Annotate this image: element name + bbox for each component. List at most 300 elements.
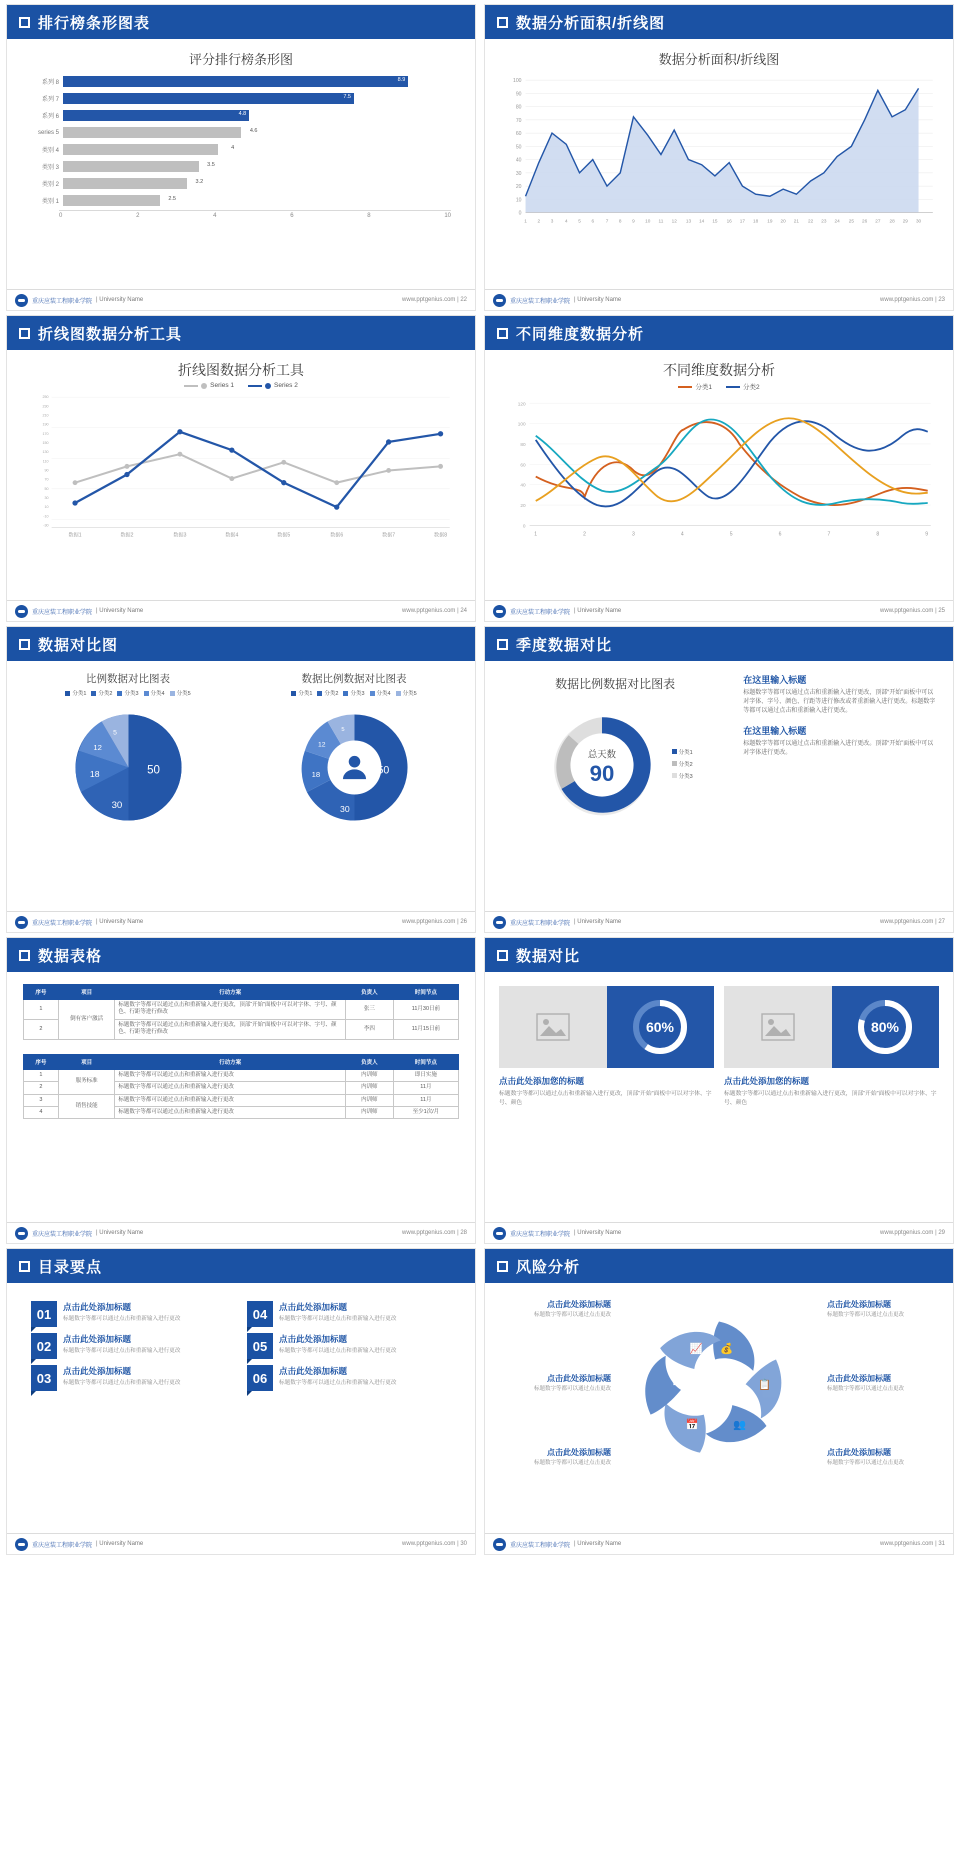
svg-text:5: 5 (340, 726, 345, 733)
svg-text:12: 12 (317, 741, 325, 749)
page-number: 24 (460, 608, 467, 614)
section-text: 标题数字等都可以通过点击和重新输入进行更改，顶部“开始”面板中可以对字体、字号、颜色、行距等进行修改或者重新输入进行更改。标题数字等都可以通过点击和重新输入进行更改。 (743, 690, 936, 714)
column-header: 行动方案 (115, 985, 346, 1000)
chart-title: 不同维度数据分析 (663, 362, 775, 378)
legend-swatch (726, 386, 740, 388)
legend-item (184, 382, 234, 389)
bar-value: 4.6 (249, 128, 258, 134)
footer-university: 重庆应装工程职业学院 (510, 298, 571, 305)
bar-value: 3.5 (207, 162, 215, 168)
footer-site: www.pptgenius.com (402, 1230, 456, 1236)
slide-header (7, 1249, 475, 1283)
page-number: 30 (460, 1541, 467, 1547)
bar-label: 系列 7 (41, 97, 59, 103)
risk-title: 点击此处添加标题 (827, 1374, 891, 1383)
cell: 标题数字等都可以通过点击和重新输入进行更改，顶部“开始”面板中可以对字体、字号、颜色、行距等进行修改 (115, 1019, 346, 1039)
svg-text:8: 8 (876, 531, 880, 538)
slide-header (7, 316, 475, 350)
svg-text:80: 80 (515, 104, 522, 111)
people-icon: 👥 (733, 1419, 747, 1431)
column-header: 项目 (58, 1054, 115, 1069)
cell: 标题数字等都可以通过点击和重新输入进行更改 (115, 1069, 346, 1081)
progress-value: 60% (646, 1019, 675, 1035)
cell: 3 (24, 1094, 59, 1106)
slide-footer: 重庆应装工程职业学院 | University Name www.pptgenius.com | 27 (485, 911, 953, 932)
svg-text:210: 210 (42, 413, 49, 418)
bar-label: 系列 6 (41, 114, 59, 120)
x-axis (59, 210, 451, 219)
svg-text:90: 90 (515, 91, 522, 98)
cell: 标题数字等都可以通过点击和重新输入进行更改，顶部“开始”面板中可以对字体、字号、颜色、行距等进行修改 (115, 1000, 346, 1020)
svg-text:10: 10 (44, 505, 49, 510)
image-placeholder (499, 986, 607, 1068)
svg-text:9: 9 (632, 218, 635, 224)
column-header: 负责人 (345, 985, 393, 1000)
svg-text:26: 26 (861, 218, 868, 224)
slide-progress-compare (484, 937, 954, 1244)
table-header-row (24, 985, 459, 1000)
slide-body (7, 972, 475, 1222)
risk-desc: 标题数字等都可以通过点击更改 (533, 1312, 611, 1318)
svg-text:30: 30 (515, 170, 522, 177)
toc-desc: 标题数字等都可以通过点击和重新输入进行更改 (279, 1348, 397, 1354)
cell: 标题数字等都可以通过点击和重新输入进行更改 (115, 1106, 346, 1118)
chart-legend (291, 689, 416, 697)
svg-text:17: 17 (739, 218, 746, 224)
logo-icon (493, 294, 506, 307)
slide-header (485, 316, 953, 350)
svg-text:50: 50 (44, 486, 49, 491)
svg-text:4: 4 (680, 531, 684, 538)
page-number: 28 (460, 1230, 467, 1236)
column-header: 行动方案 (115, 1054, 346, 1069)
legend-swatch (184, 385, 198, 387)
slide-body (485, 1283, 953, 1533)
square-icon (19, 950, 30, 961)
slide-header (7, 627, 475, 661)
footer-site: www.pptgenius.com (880, 1541, 934, 1547)
footer-site: www.pptgenius.com (880, 1230, 934, 1236)
page-number: 23 (938, 297, 945, 303)
image-placeholder (724, 986, 832, 1068)
table-row (25, 125, 451, 140)
svg-text:7: 7 (827, 531, 831, 538)
square-icon (497, 328, 508, 339)
toc-desc: 标题数字等都可以通过点击和重新输入进行更改 (63, 1348, 181, 1354)
table-row (25, 74, 451, 89)
slide-footer: 重庆应装工程职业学院 | University Name www.pptgenius.com | 28 (7, 1222, 475, 1243)
svg-text:80: 80 (520, 441, 526, 447)
square-icon (497, 17, 508, 28)
image-icon (761, 1013, 795, 1041)
risk-title: 点击此处添加标题 (547, 1300, 611, 1309)
table-row (24, 1069, 459, 1081)
legend-item (396, 689, 417, 697)
list-item[interactable] (247, 1301, 451, 1327)
svg-text:23: 23 (821, 218, 827, 224)
svg-text:22: 22 (808, 218, 814, 224)
cell: 内训师 (345, 1069, 393, 1081)
logo-icon (15, 294, 28, 307)
svg-text:6: 6 (591, 218, 595, 224)
slide-line-tool (6, 315, 476, 622)
legend-label: 分类2 (743, 384, 760, 391)
risk-desc: 标题数字等都可以通过点击更改 (827, 1312, 905, 1318)
bar-label: series 5 (37, 129, 59, 136)
table-row (25, 91, 451, 106)
toc-number: 03 (31, 1365, 57, 1391)
svg-text:110: 110 (42, 459, 49, 464)
cell: 11月30日前 (393, 1000, 458, 1020)
chart-title: 折线图数据分析工具 (178, 362, 304, 378)
svg-text:9: 9 (925, 531, 929, 538)
multi-line-chart (495, 391, 943, 544)
legend-label: 分类5 (402, 691, 417, 697)
x-tick: 10 (444, 213, 451, 219)
toc-desc: 标题数字等都可以通过点击和重新输入进行更改 (279, 1316, 397, 1322)
toc-title: 点击此处添加标题 (63, 1334, 132, 1344)
card-desc: 标题数字等都可以通过点击和重新输入进行更改，顶部“开始”面板中可以对字体、字号、颜色 (724, 1091, 937, 1106)
table-top (23, 984, 459, 1040)
x-tick: 8 (367, 213, 371, 219)
logo-icon (493, 916, 506, 929)
footer-university-en: | University Name (96, 1230, 144, 1236)
svg-text:27: 27 (875, 218, 881, 224)
list-item[interactable] (247, 1365, 451, 1391)
svg-text:230: 230 (42, 404, 49, 409)
pie-chart (61, 700, 196, 835)
chart-title: 评分排行榜条形图 (188, 52, 293, 67)
legend-label: 分类2 (324, 691, 339, 697)
slide-title: 数据表格 (38, 947, 103, 965)
slide-title: 数据对比 (516, 947, 581, 965)
svg-text:数据8: 数据8 (434, 532, 448, 539)
page-number: 26 (460, 919, 467, 925)
cell: 服务标准 (58, 1069, 115, 1094)
pie-icon: ◔ (670, 1380, 677, 1391)
slide-title: 折线图数据分析工具 (38, 325, 183, 343)
slide-footer: 重庆应装工程职业学院 | University Name www.pptgenius.com | 24 (7, 600, 475, 621)
footer-university-en: | University Name (96, 297, 144, 303)
svg-text:3: 3 (632, 531, 635, 538)
slide-pie-compare (6, 626, 476, 933)
line-chart (17, 389, 465, 542)
svg-text:14: 14 (699, 218, 705, 224)
svg-text:12: 12 (671, 218, 677, 224)
progress-ring (832, 986, 940, 1068)
page-number: 22 (460, 297, 467, 303)
bar-label: 类别 4 (41, 148, 59, 154)
risk-label (499, 1373, 611, 1394)
slide-title: 数据对比图 (38, 636, 119, 654)
svg-text:30: 30 (339, 803, 350, 814)
compare-card (724, 986, 939, 1107)
svg-text:50: 50 (146, 764, 160, 777)
compare-card (499, 986, 714, 1107)
risk-desc: 标题数字等都可以通过点击更改 (827, 1386, 905, 1392)
square-icon (497, 1261, 508, 1272)
slide-footer: 重庆应装工程职业学院 | University Name www.pptgenius.com | 26 (7, 911, 475, 932)
footer-university: 重庆应装工程职业学院 (32, 609, 93, 616)
table-row (24, 1094, 459, 1106)
risk-desc: 标题数字等都可以通过点击更改 (533, 1460, 611, 1466)
column-header: 序号 (24, 985, 59, 1000)
slide-risk-analysis (484, 1248, 954, 1555)
svg-text:20: 20 (780, 218, 786, 224)
risk-label (499, 1447, 611, 1468)
slide-area-chart (484, 4, 954, 311)
svg-text:60: 60 (520, 462, 526, 468)
column-header: 序号 (24, 1054, 59, 1069)
slide-body (7, 661, 475, 911)
chart-title: 数据分析面积/折线图 (658, 52, 780, 67)
svg-text:0: 0 (518, 210, 522, 217)
legend-swatch (248, 385, 262, 387)
risk-desc: 标题数字等都可以通过点击更改 (533, 1386, 611, 1392)
toc-number: 04 (247, 1301, 273, 1327)
svg-text:70: 70 (515, 117, 522, 124)
footer-university-en: | University Name (96, 919, 144, 925)
slide-body (485, 350, 953, 600)
section-heading: 在这里输入标题 (743, 675, 807, 685)
svg-text:数据3: 数据3 (173, 532, 187, 539)
document-icon: 📋 (758, 1380, 772, 1391)
legend-item (291, 689, 312, 697)
slide-title: 目录要点 (38, 1258, 103, 1276)
footer-university: 重庆应装工程职业学院 (32, 298, 93, 305)
svg-text:3: 3 (550, 218, 554, 224)
slide-footer: 重庆应装工程职业学院 | University Name www.pptgenius.com | 29 (485, 1222, 953, 1243)
svg-text:10: 10 (645, 218, 651, 224)
toc-number: 06 (247, 1365, 273, 1391)
footer-site: www.pptgenius.com (402, 919, 456, 925)
logo-icon (15, 605, 28, 618)
pie-panel (17, 665, 239, 911)
legend-item (91, 689, 112, 697)
slide-body (7, 1283, 475, 1533)
risk-title: 点击此处添加标题 (547, 1448, 611, 1457)
chart-legend (17, 382, 465, 389)
slide-body (7, 39, 475, 289)
section-heading: 在这里输入标题 (743, 726, 807, 736)
legend-dot (265, 383, 271, 389)
footer-university: 重庆应装工程职业学院 (510, 1542, 571, 1549)
svg-text:-30: -30 (43, 523, 49, 528)
chart-legend (65, 689, 190, 697)
svg-text:-10: -10 (43, 514, 49, 519)
cell: 1 (24, 1069, 59, 1081)
svg-text:4: 4 (564, 218, 568, 224)
slide-header (485, 5, 953, 39)
legend-label: 分类2 (678, 761, 693, 768)
bar-label: 类别 2 (41, 182, 59, 188)
calendar-icon: 📅 (685, 1419, 699, 1431)
image-icon (536, 1013, 570, 1041)
footer-university: 重庆应装工程职业学院 (32, 1542, 93, 1549)
progress-ring (607, 986, 715, 1068)
table-row (25, 142, 451, 157)
svg-text:数据4: 数据4 (225, 532, 239, 539)
toc-title: 点击此处添加标题 (63, 1302, 132, 1312)
slide-header (485, 938, 953, 972)
cell: 内训师 (345, 1082, 393, 1094)
legend-swatch (678, 386, 692, 388)
svg-text:数据5: 数据5 (277, 532, 291, 539)
svg-text:7: 7 (605, 218, 609, 224)
risk-label (499, 1299, 611, 1320)
svg-text:5: 5 (578, 218, 581, 224)
footer-university-en: | University Name (574, 919, 622, 925)
cell: 4 (24, 1106, 59, 1118)
slide-data-table (6, 937, 476, 1244)
legend-label: 分类1 (72, 691, 87, 697)
footer-university-en: | University Name (574, 297, 622, 303)
pinwheel-diagram (624, 1293, 814, 1483)
cell: 标题数字等都可以通过点击和重新输入进行更改 (115, 1094, 346, 1106)
legend-label: 分类1 (298, 691, 313, 697)
logo-icon (493, 1227, 506, 1240)
svg-text:10: 10 (515, 197, 522, 204)
logo-icon (15, 1227, 28, 1240)
page-number: 29 (938, 1230, 945, 1236)
table-row (25, 176, 451, 191)
chart-title: 数据比例数据对比图表 (555, 677, 676, 691)
toc-number: 01 (31, 1301, 57, 1327)
svg-text:40: 40 (520, 482, 526, 488)
cell: 2 (24, 1082, 59, 1094)
legend-item (672, 772, 693, 780)
square-icon (19, 17, 30, 28)
x-tick: 0 (59, 213, 63, 219)
legend-label: 分类2 (98, 691, 113, 697)
list-item[interactable] (31, 1333, 235, 1359)
legend-item (678, 382, 712, 391)
legend-label: 分类3 (350, 691, 365, 697)
cell: 标题数字等都可以通过点击和重新输入进行更改 (115, 1082, 346, 1094)
svg-text:0: 0 (522, 523, 526, 529)
svg-text:18: 18 (89, 769, 100, 780)
chart-title: 比例数据对比图表 (86, 673, 170, 685)
slide-footer: 重庆应装工程职业学院 | University Name www.pptgenius.com | 30 (7, 1533, 475, 1554)
list-item[interactable] (31, 1365, 235, 1391)
footer-university-en: | University Name (574, 608, 622, 614)
slide-footer: 重庆应装工程职业学院 | University Name www.pptgenius.com | 22 (7, 289, 475, 310)
slide-body (485, 39, 953, 289)
svg-text:2: 2 (537, 218, 541, 224)
page-number: 25 (938, 608, 945, 614)
list-item[interactable] (31, 1301, 235, 1327)
risk-label (827, 1299, 939, 1320)
page-number: 31 (938, 1541, 945, 1547)
svg-text:13: 13 (685, 218, 692, 224)
svg-text:90: 90 (44, 468, 49, 473)
bar-value: 4 (231, 145, 235, 151)
svg-text:40: 40 (515, 157, 522, 164)
risk-title: 点击此处添加标题 (547, 1374, 611, 1383)
svg-text:70: 70 (44, 477, 49, 482)
cell: 销售技能 (58, 1094, 115, 1119)
chart-legend (495, 382, 943, 391)
slide-body (7, 350, 475, 600)
slide-body (485, 972, 953, 1222)
footer-university: 重庆应装工程职业学院 (510, 609, 571, 616)
svg-text:30: 30 (111, 800, 122, 811)
column-header: 项目 (58, 985, 115, 1000)
legend-item (726, 382, 760, 391)
square-icon (497, 639, 508, 650)
legend-item (672, 748, 693, 756)
risk-label (827, 1447, 939, 1468)
legend-item (117, 689, 138, 697)
user-icon (348, 756, 360, 768)
slide-multi-dimension (484, 315, 954, 622)
svg-text:130: 130 (42, 450, 49, 455)
slide-title: 数据分析面积/折线图 (516, 14, 666, 32)
cell: 张三 (345, 1000, 393, 1020)
toc-number: 05 (247, 1333, 273, 1359)
svg-text:20: 20 (520, 503, 526, 509)
svg-text:29: 29 (902, 218, 908, 224)
svg-text:100: 100 (512, 78, 522, 85)
slide-footer: 重庆应装工程职业学院 | University Name www.pptgenius.com | 31 (485, 1533, 953, 1554)
legend-label: 分类3 (678, 773, 693, 780)
svg-text:数据6: 数据6 (330, 532, 344, 539)
svg-text:12: 12 (92, 743, 102, 753)
bar-label: 类别 3 (41, 165, 59, 171)
logo-icon (15, 1538, 28, 1551)
svg-text:20: 20 (515, 184, 522, 191)
cell: 至少1次/月 (393, 1106, 458, 1118)
column-header: 负责人 (345, 1054, 393, 1069)
svg-text:1: 1 (524, 218, 527, 224)
bar-value: 8.9 (397, 77, 406, 83)
footer-site: www.pptgenius.com (880, 297, 934, 303)
donut-chart (287, 700, 422, 835)
toc-desc: 标题数字等都可以通过点击和重新输入进行更改 (279, 1380, 397, 1386)
footer-site: www.pptgenius.com (880, 919, 934, 925)
slide-quarterly (484, 626, 954, 933)
svg-text:16: 16 (726, 218, 732, 224)
toc-title: 点击此处添加标题 (279, 1366, 348, 1376)
card-desc: 标题数字等都可以通过点击和重新输入进行更改，顶部“开始”面板中可以对字体、字号、颜色 (499, 1091, 712, 1106)
slide-title: 排行榜条形图表 (38, 14, 151, 32)
footer-university: 重庆应装工程职业学院 (510, 1231, 571, 1238)
bar-value: 4.8 (238, 111, 247, 117)
footer-university: 重庆应装工程职业学院 (32, 1231, 93, 1238)
footer-university-en: | University Name (96, 608, 144, 614)
risk-desc: 标题数字等都可以通过点击更改 (827, 1460, 905, 1466)
list-item[interactable] (247, 1333, 451, 1359)
svg-text:数据2: 数据2 (120, 532, 134, 539)
svg-text:50: 50 (377, 764, 389, 777)
card-title: 点击此处添加您的标题 (724, 1076, 810, 1086)
cell: 内训师 (345, 1094, 393, 1106)
cell: 2 (24, 1019, 59, 1039)
svg-text:60: 60 (515, 131, 522, 138)
footer-university-en: | University Name (96, 1541, 144, 1547)
x-tick: 6 (290, 213, 294, 219)
column-header: 时间节点 (393, 985, 458, 1000)
legend-label: 分类1 (678, 749, 693, 756)
x-tick: 2 (136, 213, 140, 219)
cell: 11月 (393, 1082, 458, 1094)
svg-text:30: 30 (44, 495, 49, 500)
area-chart (495, 70, 943, 233)
bar-chart (17, 70, 465, 219)
footer-university: 重庆应装工程职业学院 (32, 920, 93, 927)
toc-title: 点击此处添加标题 (279, 1334, 348, 1344)
slide-footer: 重庆应装工程职业学院 | University Name www.pptgenius.com | 23 (485, 289, 953, 310)
